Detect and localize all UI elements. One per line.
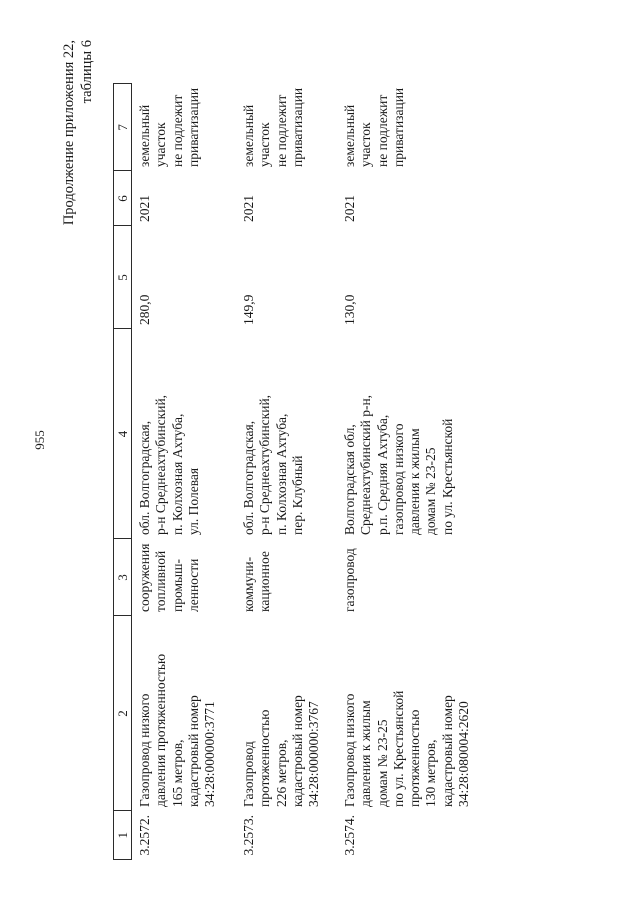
note-line: не подлежит — [273, 94, 289, 167]
object-type — [132, 539, 237, 616]
column-header: 6 — [114, 171, 132, 226]
property-table — [113, 83, 492, 860]
address-line: газопровод низкого — [390, 423, 406, 535]
description-line: 34:28:000000:3767 — [306, 701, 322, 807]
column-header: 2 — [114, 616, 132, 811]
address-line: ул. Полевая — [185, 467, 201, 535]
note-line: земельный — [137, 104, 152, 167]
type-line: топливной — [153, 550, 169, 612]
description-line: 130 метров, — [423, 739, 439, 807]
type-line: промыш- — [169, 559, 185, 612]
description-line: Газопровод низкого — [342, 693, 357, 807]
description-line: 226 метров, — [273, 739, 289, 807]
description-line: протяженностью — [257, 709, 273, 807]
address-line: п. Колхозная Ахтуба, — [169, 413, 185, 535]
note-line: приватизации — [185, 87, 201, 167]
note-line: приватизации — [289, 87, 305, 167]
address-line: р.п. Средняя Ахтуба, — [374, 414, 390, 535]
address-line: р-н Среднеахтубинский, — [257, 394, 273, 535]
table-caption — [60, 40, 96, 225]
description-line: давления протяженностью — [153, 653, 169, 807]
caption-line: Продолжение приложения 22, — [61, 40, 77, 226]
description-line: Газопровод — [241, 741, 256, 807]
description-line: 165 метров, — [169, 739, 185, 807]
description-line: кадастровый номер — [185, 695, 201, 807]
caption-line: таблицы 6 — [79, 40, 95, 104]
note-line: участок — [153, 122, 169, 167]
row-number: 3.2573. — [241, 815, 256, 856]
address-line: обл. Волгоградская, — [137, 420, 152, 535]
address-line: обл. Волгоградская, — [241, 420, 256, 535]
address-line: п. Колхозная Ахтуба, — [273, 413, 289, 535]
address-line: домам № 23-25 — [423, 447, 439, 535]
address-line: давления к жилым — [407, 428, 423, 535]
type-line: коммуни- — [241, 556, 256, 612]
description-line: 34:28:080004:2620 — [456, 701, 472, 807]
type-line: ленности — [185, 558, 201, 612]
object-year: 2021 — [342, 195, 357, 222]
object-description — [236, 616, 337, 811]
description-line: давления к жилым — [358, 700, 374, 807]
address-line: Волгоградская обл, — [342, 424, 357, 535]
description-line: протяженностью — [407, 709, 423, 807]
type-line: сооружения — [137, 543, 152, 612]
object-description — [132, 616, 237, 811]
object-type — [236, 539, 337, 616]
description-line: кадастровый номер — [439, 695, 455, 807]
note-line: не подлежит — [169, 94, 185, 167]
object-value: 280,0 — [137, 294, 152, 325]
column-header: 3 — [114, 539, 132, 616]
note-line: участок — [257, 122, 273, 167]
table-header-row — [114, 84, 132, 860]
note-line: не подлежит — [374, 94, 390, 167]
note-line: участок — [358, 122, 374, 167]
note-line: приватизации — [390, 87, 406, 167]
address-line: Среднеахтубинский р-н, — [358, 394, 374, 535]
object-value: 130,0 — [342, 294, 357, 325]
object-note — [337, 84, 492, 171]
object-address — [236, 329, 337, 539]
row-number: 3.2574. — [342, 815, 357, 856]
object-value: 149,9 — [241, 294, 256, 325]
type-line: кационное — [257, 551, 273, 612]
object-description — [337, 616, 492, 811]
row-number: 3.2572. — [137, 815, 152, 856]
table-row — [236, 84, 337, 860]
column-header: 7 — [114, 84, 132, 171]
address-line: пер. Клубный — [289, 455, 305, 535]
object-type — [337, 539, 492, 616]
object-note — [236, 84, 337, 171]
column-header: 4 — [114, 329, 132, 539]
note-line: земельный — [342, 104, 357, 167]
description-line: кадастровый номер — [289, 695, 305, 807]
object-year: 2021 — [137, 195, 152, 222]
page-number: 955 — [32, 430, 47, 450]
table-row — [132, 84, 237, 860]
column-header: 5 — [114, 226, 132, 329]
description-line: по ул. Крестьянской — [390, 690, 406, 807]
object-note — [132, 84, 237, 171]
type-line: газопровод — [342, 548, 357, 612]
address-line: по ул. Крестьянской — [439, 418, 455, 535]
object-address — [337, 329, 492, 539]
object-year: 2021 — [241, 195, 256, 222]
object-address — [132, 329, 237, 539]
address-line: р-н Среднеахтубинский, — [153, 394, 169, 535]
note-line: земельный — [241, 104, 256, 167]
column-header: 1 — [114, 811, 132, 860]
description-line: домам № 23-25 — [374, 719, 390, 807]
description-line: 34:28:000000:3771 — [202, 701, 218, 807]
table-row — [337, 84, 492, 860]
description-line: Газопровод низкого — [137, 693, 152, 807]
